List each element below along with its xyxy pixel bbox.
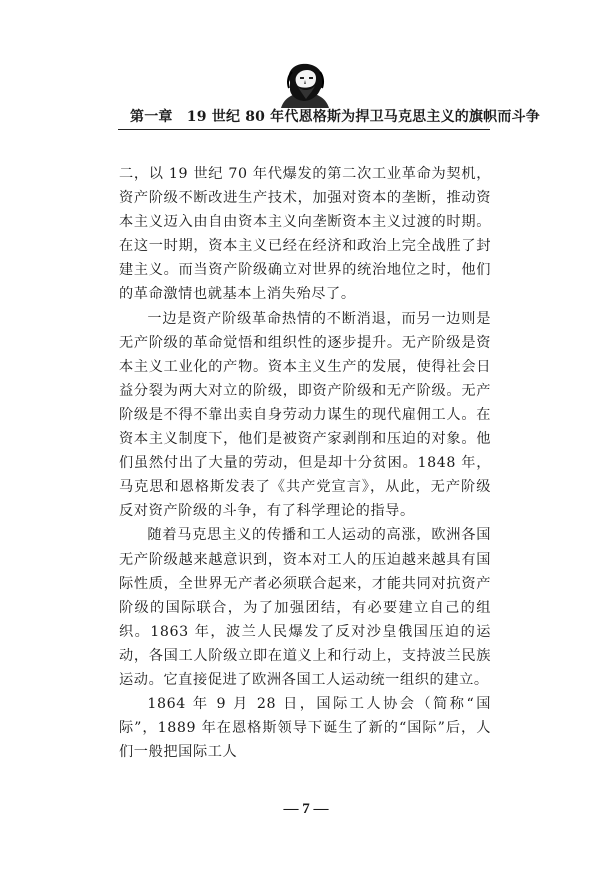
body-text bbox=[119, 162, 491, 764]
marx-portrait-icon bbox=[276, 62, 334, 110]
page-number: — 7 — bbox=[283, 801, 329, 817]
paragraph: 二，以 19 世纪 70 年代爆发的第二次工业革命为契机，资产阶级不断改进生产技术，加强对资本的垄断，推动资本主义迈入由自由资本主义向垄断资本主义过渡的时期。在这一时期，资本主义已经在经济和政治上完全战胜了封建主义。而当资产阶级确立对世界的统治地位之时，他们的革命激情也就基本上消失殆尽了。 bbox=[119, 166, 491, 303]
paragraph: 1864 年 9 月 28 日，国际工人协会（简称“国际”，1889 年在恩格斯领导下诞生了新的“国际”后，人们一般把国际工人 bbox=[119, 696, 491, 761]
paragraph: 随着马克思主义的传播和工人运动的高涨，欧洲各国无产阶级越来越意识到，资本对工人的压迫越来越具有国际性质，全世界无产者必须联合起来，才能共同对抗资产阶级的国际联合，为了加强团结，有必要建立自己的组织。1863 年，波兰人民爆发了反对沙皇俄国压迫的运动，各国工人阶级立即在道义上和行动上，支持波兰民族运动。它直接促进了欧洲各国工人运动统一组织的建立。 bbox=[119, 527, 491, 688]
header-divider bbox=[118, 129, 490, 130]
chapter-running-header: 第一章 19 世纪 80 年代恩格斯为捍卫马克思主义的旗帜而斗争 bbox=[130, 109, 540, 125]
paragraph: 一边是资产阶级革命热情的不断消退，而另一边则是无产阶级的革命觉悟和组织性的逐步提升。无产阶级是资本主义工业化的产物。资本主义生产的发展，使得社会日益分裂为两大对立的阶级，即资产阶级和无产阶级。无产阶级是不得不靠出卖自身劳动力谋生的现代雇佣工人。在资本主义制度下，他们是被资产家剥削和压迫的对象。他们虽然付出了大量的劳动，但是却十分贫困。1848 年，马克思和恩格斯发表了《共产党宣言》，从此，无产阶级反对资产阶级的斗争，有了科学理论的指导。 bbox=[119, 310, 491, 520]
